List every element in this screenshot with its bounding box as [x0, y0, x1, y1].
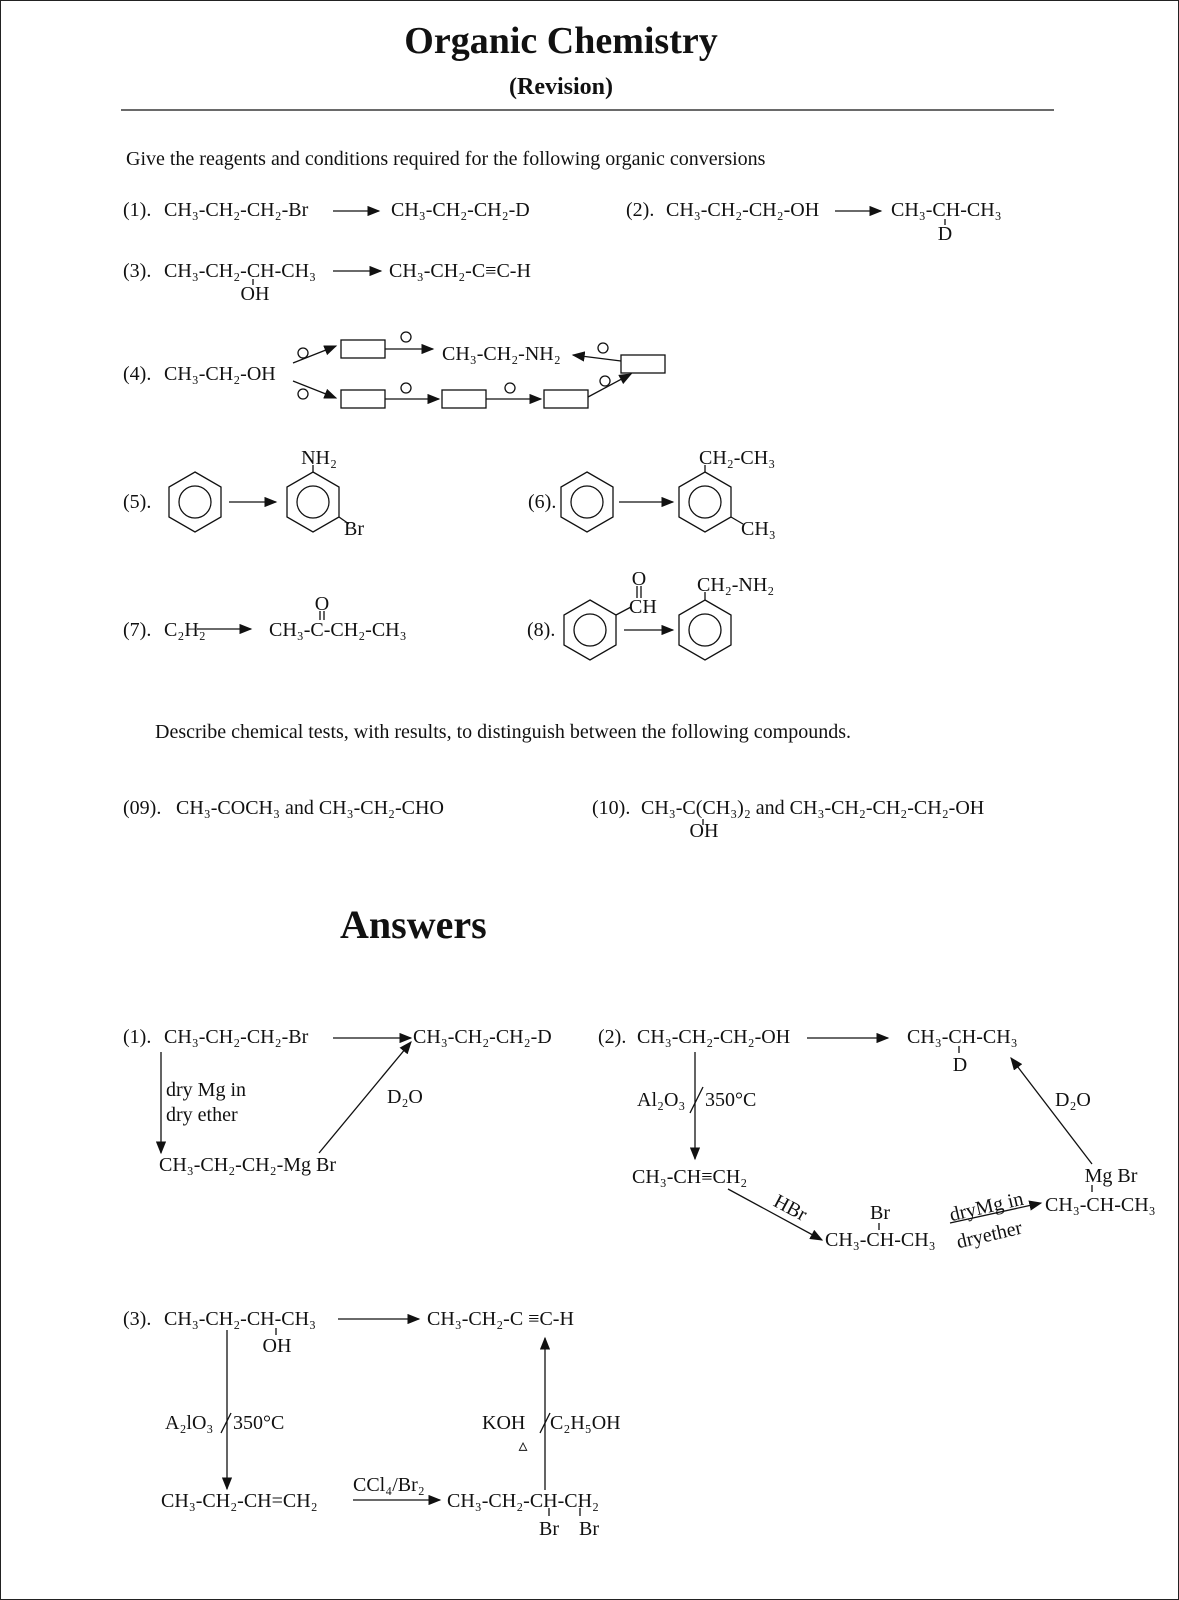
page-subtitle: (Revision) [509, 74, 613, 100]
a1-number: (1). [123, 1026, 152, 1048]
heat-icon: ▵ [518, 1435, 528, 1455]
q1-number: (1). [123, 199, 152, 221]
q10-number: (10). [592, 797, 631, 819]
q2-product: CH₃-CH-CH₃ [891, 199, 1002, 221]
benzene-ring [679, 600, 731, 660]
a3-cond: A₂lO₃ [165, 1412, 214, 1434]
q2-substituent: D [937, 223, 953, 245]
q4-reactant: CH₃-CH₂-OH [164, 363, 276, 385]
a3-reactant: CH₃-CH₂-CH-CH₃ [164, 1308, 317, 1330]
a2-bromide: CH₃-CH-CH₃ [825, 1229, 936, 1251]
blank-box [544, 390, 588, 408]
a2-alkene: CH₃-CH≡CH₂ [632, 1166, 748, 1188]
a3-etoh: C₂H₅OH [550, 1412, 621, 1434]
a3-koh: KOH [482, 1412, 526, 1434]
q6-methyl: CH₃ [741, 518, 776, 540]
a1-d2o: D₂O [387, 1086, 423, 1108]
q1-product: CH₃-CH₂-CH₂-D [391, 199, 530, 221]
q4-number: (4). [123, 363, 152, 385]
a1-reactant: CH₃-CH₂-CH₂-Br [164, 1026, 309, 1048]
a3-dibromide: CH₃-CH₂-CH-CH₂ [447, 1490, 600, 1512]
q5-nh2: NH₂ [301, 447, 337, 469]
benzene-ring [679, 472, 731, 532]
a3-cond: 350°C [233, 1412, 285, 1434]
q10-text: CH₃-C(CH₃)₂ and CH₃-CH₂-CH₂-CH₂-OH [641, 797, 985, 819]
q7-reactant: C₂H₂ [164, 619, 206, 641]
q4-product: CH₃-CH₂-NH₂ [442, 343, 561, 365]
q3-reactant: CH₃-CH₂-CH-CH₃ [164, 260, 317, 282]
a2-d2o: D₂O [1055, 1089, 1091, 1111]
q8-ch2nh2: CH₂-NH₂ [697, 574, 775, 596]
q5-br: Br [344, 518, 364, 540]
a2-cond: 350°C [705, 1089, 757, 1111]
q1-reactant: CH₃-CH₂-CH₂-Br [164, 199, 309, 221]
q6-ethyl: CH₂-CH₃ [699, 447, 776, 469]
benzene-ring [564, 600, 616, 660]
q6-number: (6). [528, 491, 557, 513]
page-title: Organic Chemistry [404, 20, 718, 62]
q7-product: CH₃-C-CH₂-CH₃ [269, 619, 407, 641]
a3-br: Br [579, 1518, 599, 1540]
a3-product: CH₃-CH₂-C ≡C-H [427, 1308, 574, 1330]
q2-number: (2). [626, 199, 655, 221]
a1-product: CH₃-CH₂-CH₂-D [413, 1026, 552, 1048]
q7-oxygen: O [314, 593, 330, 615]
q3-number: (3). [123, 260, 152, 282]
a2-grignard-sub: Mg Br [1084, 1165, 1138, 1187]
q2-reactant: CH₃-CH₂-CH₂-OH [666, 199, 820, 221]
blank-box [442, 390, 486, 408]
a3-br2: CCl₄/Br₂ [353, 1474, 425, 1496]
q9-number: (09). [123, 797, 162, 819]
answers-heading: Answers [340, 902, 487, 947]
a2-hbr: HBr [769, 1190, 811, 1226]
q9-text: CH₃-COCH₃ and CH₃-CH₂-CHO [176, 797, 444, 819]
q7-number: (7). [123, 619, 152, 641]
a2-mg-reagent: dryMg in [947, 1187, 1026, 1227]
a2-product-sub: D [952, 1054, 968, 1076]
instruction-tests: Describe chemical tests, with results, to distinguish between the following compounds. [155, 721, 851, 743]
benzene-ring [287, 472, 339, 532]
a2-cond: Al₂O₃ [637, 1089, 686, 1111]
a2-product: CH₃-CH-CH₃ [907, 1026, 1018, 1048]
a2-bromide-sub: Br [870, 1202, 890, 1224]
a1-reagent: dry ether [166, 1104, 238, 1126]
instruction: Give the reagents and conditions required for the following organic conversions [126, 148, 766, 170]
a3-reactant-sub: OH [262, 1335, 292, 1357]
q8-ch: CH [629, 596, 657, 618]
a3-alkene: CH₃-CH₂-CH=CH₂ [161, 1490, 318, 1512]
q8-oxygen: O [631, 568, 647, 590]
q8-number: (8). [527, 619, 556, 641]
a3-br: Br [539, 1518, 559, 1540]
blank-box [341, 390, 385, 408]
q10-substituent: OH [689, 820, 719, 842]
blank-box [341, 340, 385, 358]
benzene-ring [169, 472, 221, 532]
blank-box [621, 355, 665, 373]
benzene-ring [561, 472, 613, 532]
a1-reagent: dry Mg in [166, 1079, 246, 1101]
a1-intermediate: CH₃-CH₂-CH₂-Mg Br [159, 1154, 337, 1176]
a2-mg-reagent: dryether [954, 1216, 1025, 1254]
q3-substituent: OH [240, 283, 270, 305]
q5-number: (5). [123, 491, 152, 513]
a3-number: (3). [123, 1308, 152, 1330]
q3-product: CH₃-CH₂-C≡C-H [389, 260, 531, 282]
a2-number: (2). [598, 1026, 627, 1048]
a2-grignard: CH₃-CH-CH₃ [1045, 1194, 1156, 1216]
a2-reactant: CH₃-CH₂-CH₂-OH [637, 1026, 791, 1048]
